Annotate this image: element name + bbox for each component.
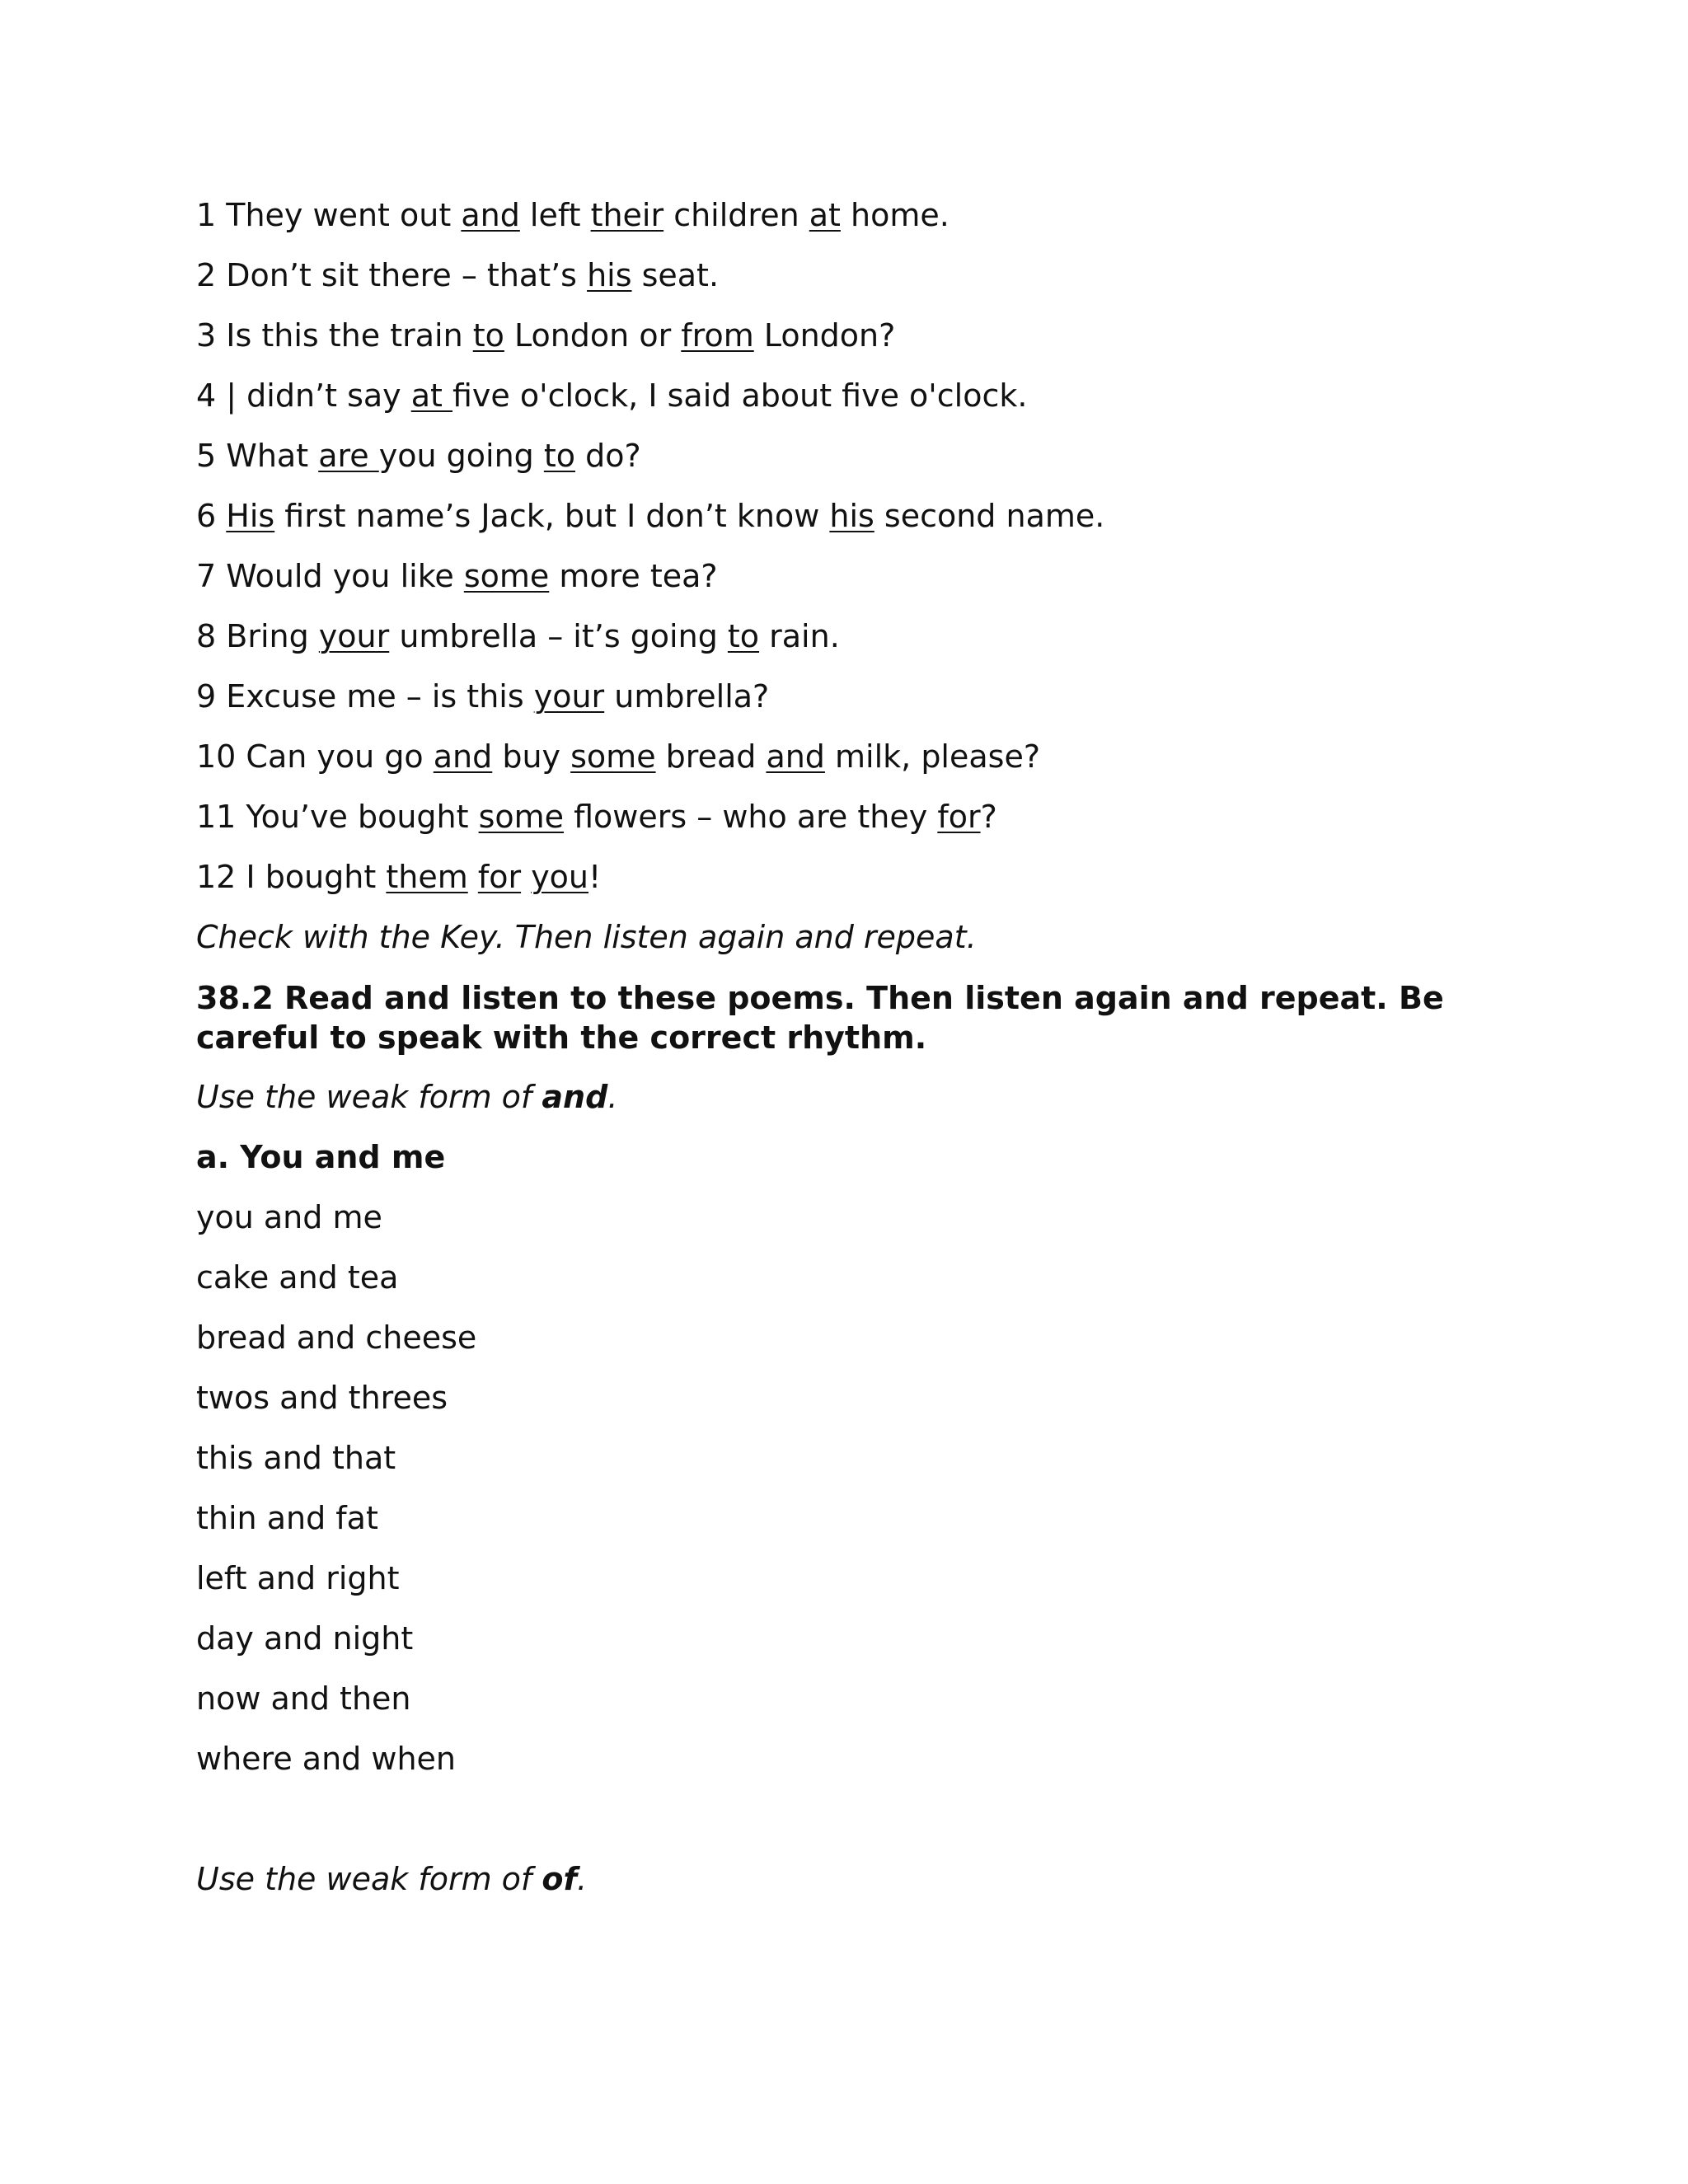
poem-line: thin and fat: [196, 1500, 378, 1536]
text-segment: children: [663, 197, 809, 233]
text-segment: 2 Don’t sit there – that’s: [196, 257, 588, 293]
text-segment: !: [588, 859, 602, 895]
text-segment: 11 You’ve bought: [196, 799, 479, 835]
underlined-word: for: [477, 859, 522, 895]
instruction-suffix: .: [607, 1079, 618, 1115]
poem-line: now and then: [196, 1680, 411, 1717]
exercise-item: [196, 437, 1523, 475]
exercise-item: [196, 377, 1523, 415]
poem-line: where and when: [196, 1741, 456, 1777]
underlined-word: his: [829, 498, 874, 534]
text-segment: 4 | didn’t say: [196, 377, 411, 414]
text-segment: milk, please?: [824, 738, 1041, 775]
text-segment: flowers – who are they: [564, 799, 938, 835]
underlined-word: His: [226, 498, 275, 534]
text-segment: 8 Bring: [196, 618, 319, 654]
text-segment: umbrella – it’s going: [389, 618, 728, 654]
weak-form-of-instruction: [196, 1860, 1523, 1898]
text-segment: 1 They went out: [196, 197, 462, 233]
text-segment: 5 What: [196, 438, 319, 474]
text-segment: second name.: [874, 498, 1105, 534]
instruction-suffix: .: [577, 1861, 588, 1897]
underlined-word: their: [590, 197, 664, 233]
underlined-word: your: [533, 678, 605, 715]
text-segment: 12 I bought: [196, 859, 387, 895]
underlined-word: and: [766, 738, 825, 775]
underlined-word: to: [727, 618, 760, 654]
underlined-word: and: [461, 197, 520, 233]
text-segment: home.: [840, 197, 950, 233]
exercise-item: [196, 497, 1523, 535]
check-instruction: Check with the Key. Then listen again and repeat.: [196, 919, 977, 955]
poem-line: this and that: [196, 1440, 396, 1476]
text-segment: ?: [980, 799, 997, 835]
poem-line: twos and threes: [196, 1380, 448, 1416]
spacer: [196, 1800, 1523, 1860]
instruction-prefix: Use the weak form of: [196, 1079, 542, 1115]
text-segment: London or: [504, 317, 682, 354]
text-segment: seat.: [631, 257, 720, 293]
exercise-item: [196, 738, 1523, 776]
text-segment: buy: [492, 738, 571, 775]
underlined-word: them: [386, 859, 468, 895]
exercise-item: [196, 798, 1523, 836]
exercise-list: [196, 196, 1523, 896]
text-segment: 10 Can you go: [196, 738, 434, 775]
text-segment: 3 Is this the train: [196, 317, 473, 354]
exercise-item: [196, 196, 1523, 234]
exercise-item: [196, 316, 1523, 354]
exercise-item: [196, 256, 1523, 294]
exercise-item: [196, 557, 1523, 595]
underlined-word: are: [318, 438, 379, 474]
text-segment: London?: [753, 317, 896, 354]
text-segment: you going: [378, 438, 544, 474]
poem-line: bread and cheese: [196, 1319, 477, 1356]
text-segment: [521, 859, 531, 895]
poem-line: cake and tea: [196, 1259, 399, 1296]
underlined-word: your: [318, 618, 390, 654]
instruction-prefix: Use the weak form of: [196, 1861, 542, 1897]
text-segment: 9 Excuse me – is this: [196, 678, 534, 715]
text-segment: umbrella?: [604, 678, 770, 715]
underlined-word: at: [809, 197, 841, 233]
poem-title: a. You and me: [196, 1139, 446, 1175]
text-segment: first name’s Jack, but I don’t know: [274, 498, 830, 534]
underlined-word: you: [531, 859, 589, 895]
text-segment: left: [519, 197, 591, 233]
text-segment: [468, 859, 478, 895]
underlined-word: to: [472, 317, 504, 354]
underlined-word: some: [570, 738, 656, 775]
weak-form-and-instruction: [196, 1078, 1523, 1116]
text-segment: more tea?: [549, 558, 718, 594]
underlined-word: his: [587, 257, 632, 293]
underlined-word: some: [478, 799, 565, 835]
underlined-word: for: [937, 799, 981, 835]
instruction-word: and: [542, 1079, 608, 1115]
text-segment: do?: [575, 438, 641, 474]
section-heading: 38.2 Read and listen to these poems. Then listen again and repeat. Be careful to speak with the correct rhythm.: [196, 980, 1444, 1056]
poem-line: you and me: [196, 1199, 382, 1235]
exercise-item: [196, 858, 1523, 896]
text-segment: 7 Would you like: [196, 558, 464, 594]
text-segment: five o'clock, I said about five o'clock.: [452, 377, 1028, 414]
poem-line: left and right: [196, 1560, 400, 1596]
poem-line: day and night: [196, 1620, 414, 1657]
underlined-word: at: [410, 377, 452, 414]
instruction-word: of: [542, 1861, 578, 1897]
text-segment: rain.: [759, 618, 840, 654]
underlined-word: and: [433, 738, 493, 775]
exercise-item: [196, 677, 1523, 715]
poem-lines: [196, 1198, 1523, 1778]
underlined-word: some: [463, 558, 550, 594]
text-segment: bread: [655, 738, 767, 775]
underlined-word: from: [681, 317, 754, 354]
text-segment: 6: [196, 498, 227, 534]
exercise-item: [196, 617, 1523, 655]
underlined-word: to: [543, 438, 576, 474]
